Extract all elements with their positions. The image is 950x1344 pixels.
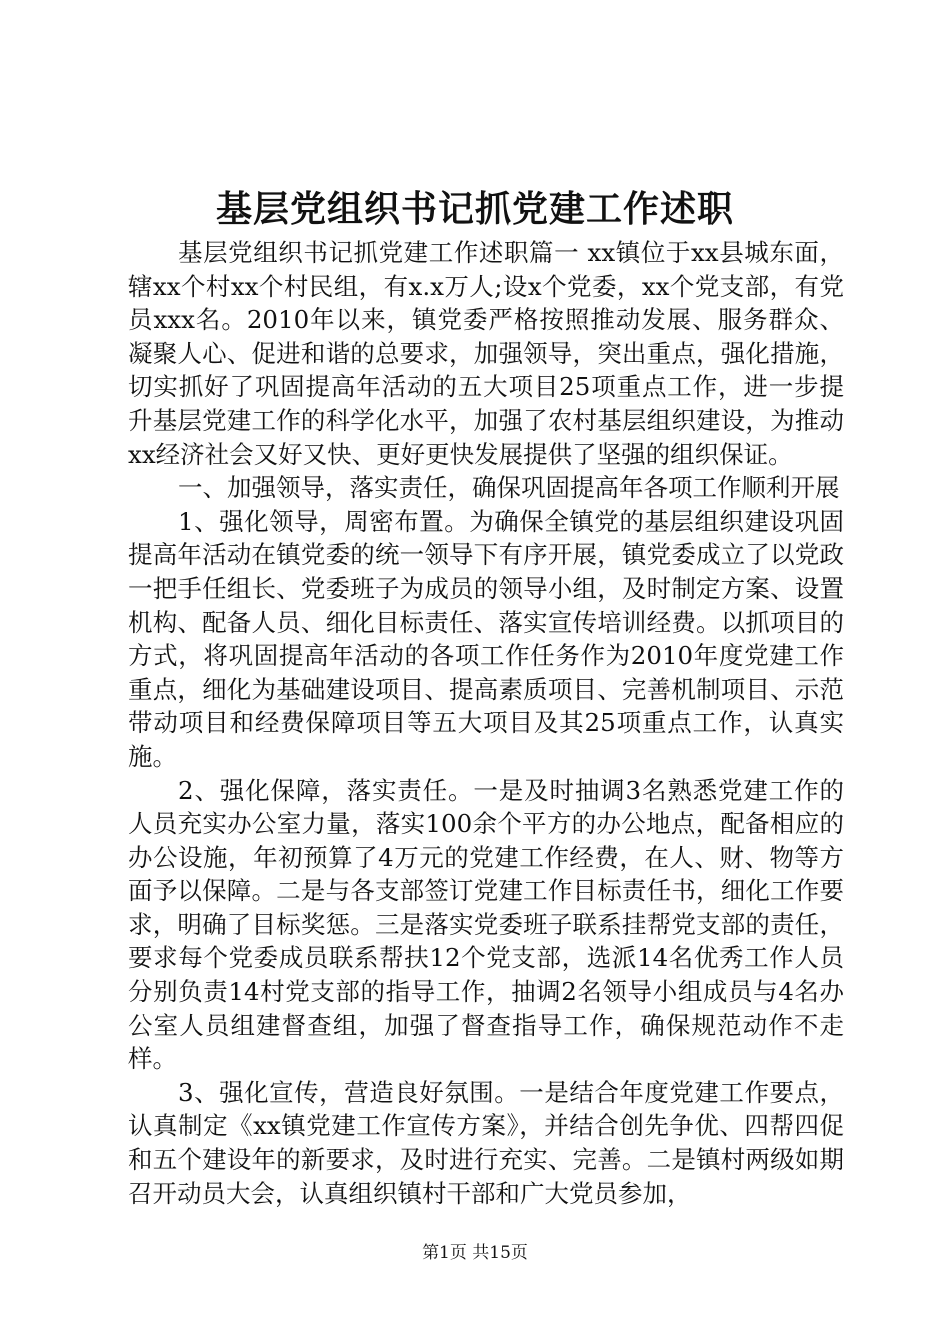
- section-heading-1: 一、加强领导，落实责任，确保巩固提高年各项工作顺利开展: [178, 473, 840, 503]
- document-body: [128, 236, 844, 1210]
- paragraph-item-1: 1、强化领导，周密布置。为确保全镇党的基层组织建设巩固提高年活动在镇党委的统一领导下有序开展，镇党委成立了以党政一把手任组长、党委班子为成员的领导小组，及时制定方案、设置机构、配备人员、细化目标责任、落实宣传培训经费。以抓项目的方式，将巩固提高年活动的各项工作任务作为2010年度党建工作重点，细化为基础建设项目、提高素质项目、完善机制项目、示范带动项目和经费保障项目等五大项目及其25项重点工作，认真实施。: [128, 506, 844, 771]
- paragraph-item-2: 2、强化保障，落实责任。一是及时抽调3名熟悉党建工作的人员充实办公室力量，落实100余个平方的办公地点，配备相应的办公设施，年初预算了4万元的党建工作经费，在人、财、物等方面予以保障。二是与各支部签订党建工作目标责任书，细化工作要求，明确了目标奖惩。三是落实党委班子联系挂帮党支部的责任，要求每个党委成员联系帮扶12个党支部，选派14名优秀工作人员分别负责14村党支部的指导工作，抽调2名领导小组成员与4名办公室人员组建督查组，加强了督查指导工作，确保规范动作不走样。: [128, 775, 844, 1074]
- paragraph-intro: 基层党组织书记抓党建工作述职篇一 xx镇位于xx县城东面，辖xx个村xx个村民组，有x.x万人;设x个党委，xx个党支部，有党员xxx名。2010年以来，镇党委严格按照推动发展、服务群众、凝聚人心、促进和谐的总要求，加强领导，突出重点，强化措施，切实抓好了巩固提高年活动的五大项目25项重点工作，进一步提升基层党建工作的科学化水平，加强了农村基层组织建设，为推动xx经济社会又好又快、更好更快发展提供了坚强的组织保证。: [128, 238, 844, 469]
- paragraph-item-3: 3、强化宣传，营造良好氛围。一是结合年度党建工作要点，认真制定《xx镇党建工作宣传方案》，并结合创先争优、四帮四促和五个建设年的新要求，及时进行充实、完善。二是镇村两级如期召开动员大会，认真组织镇村干部和广大党员参加，: [128, 1077, 844, 1208]
- page-number-footer: 第1页 共15页: [422, 1243, 528, 1263]
- document-title: 基层党组织书记抓党建工作述职: [215, 188, 734, 230]
